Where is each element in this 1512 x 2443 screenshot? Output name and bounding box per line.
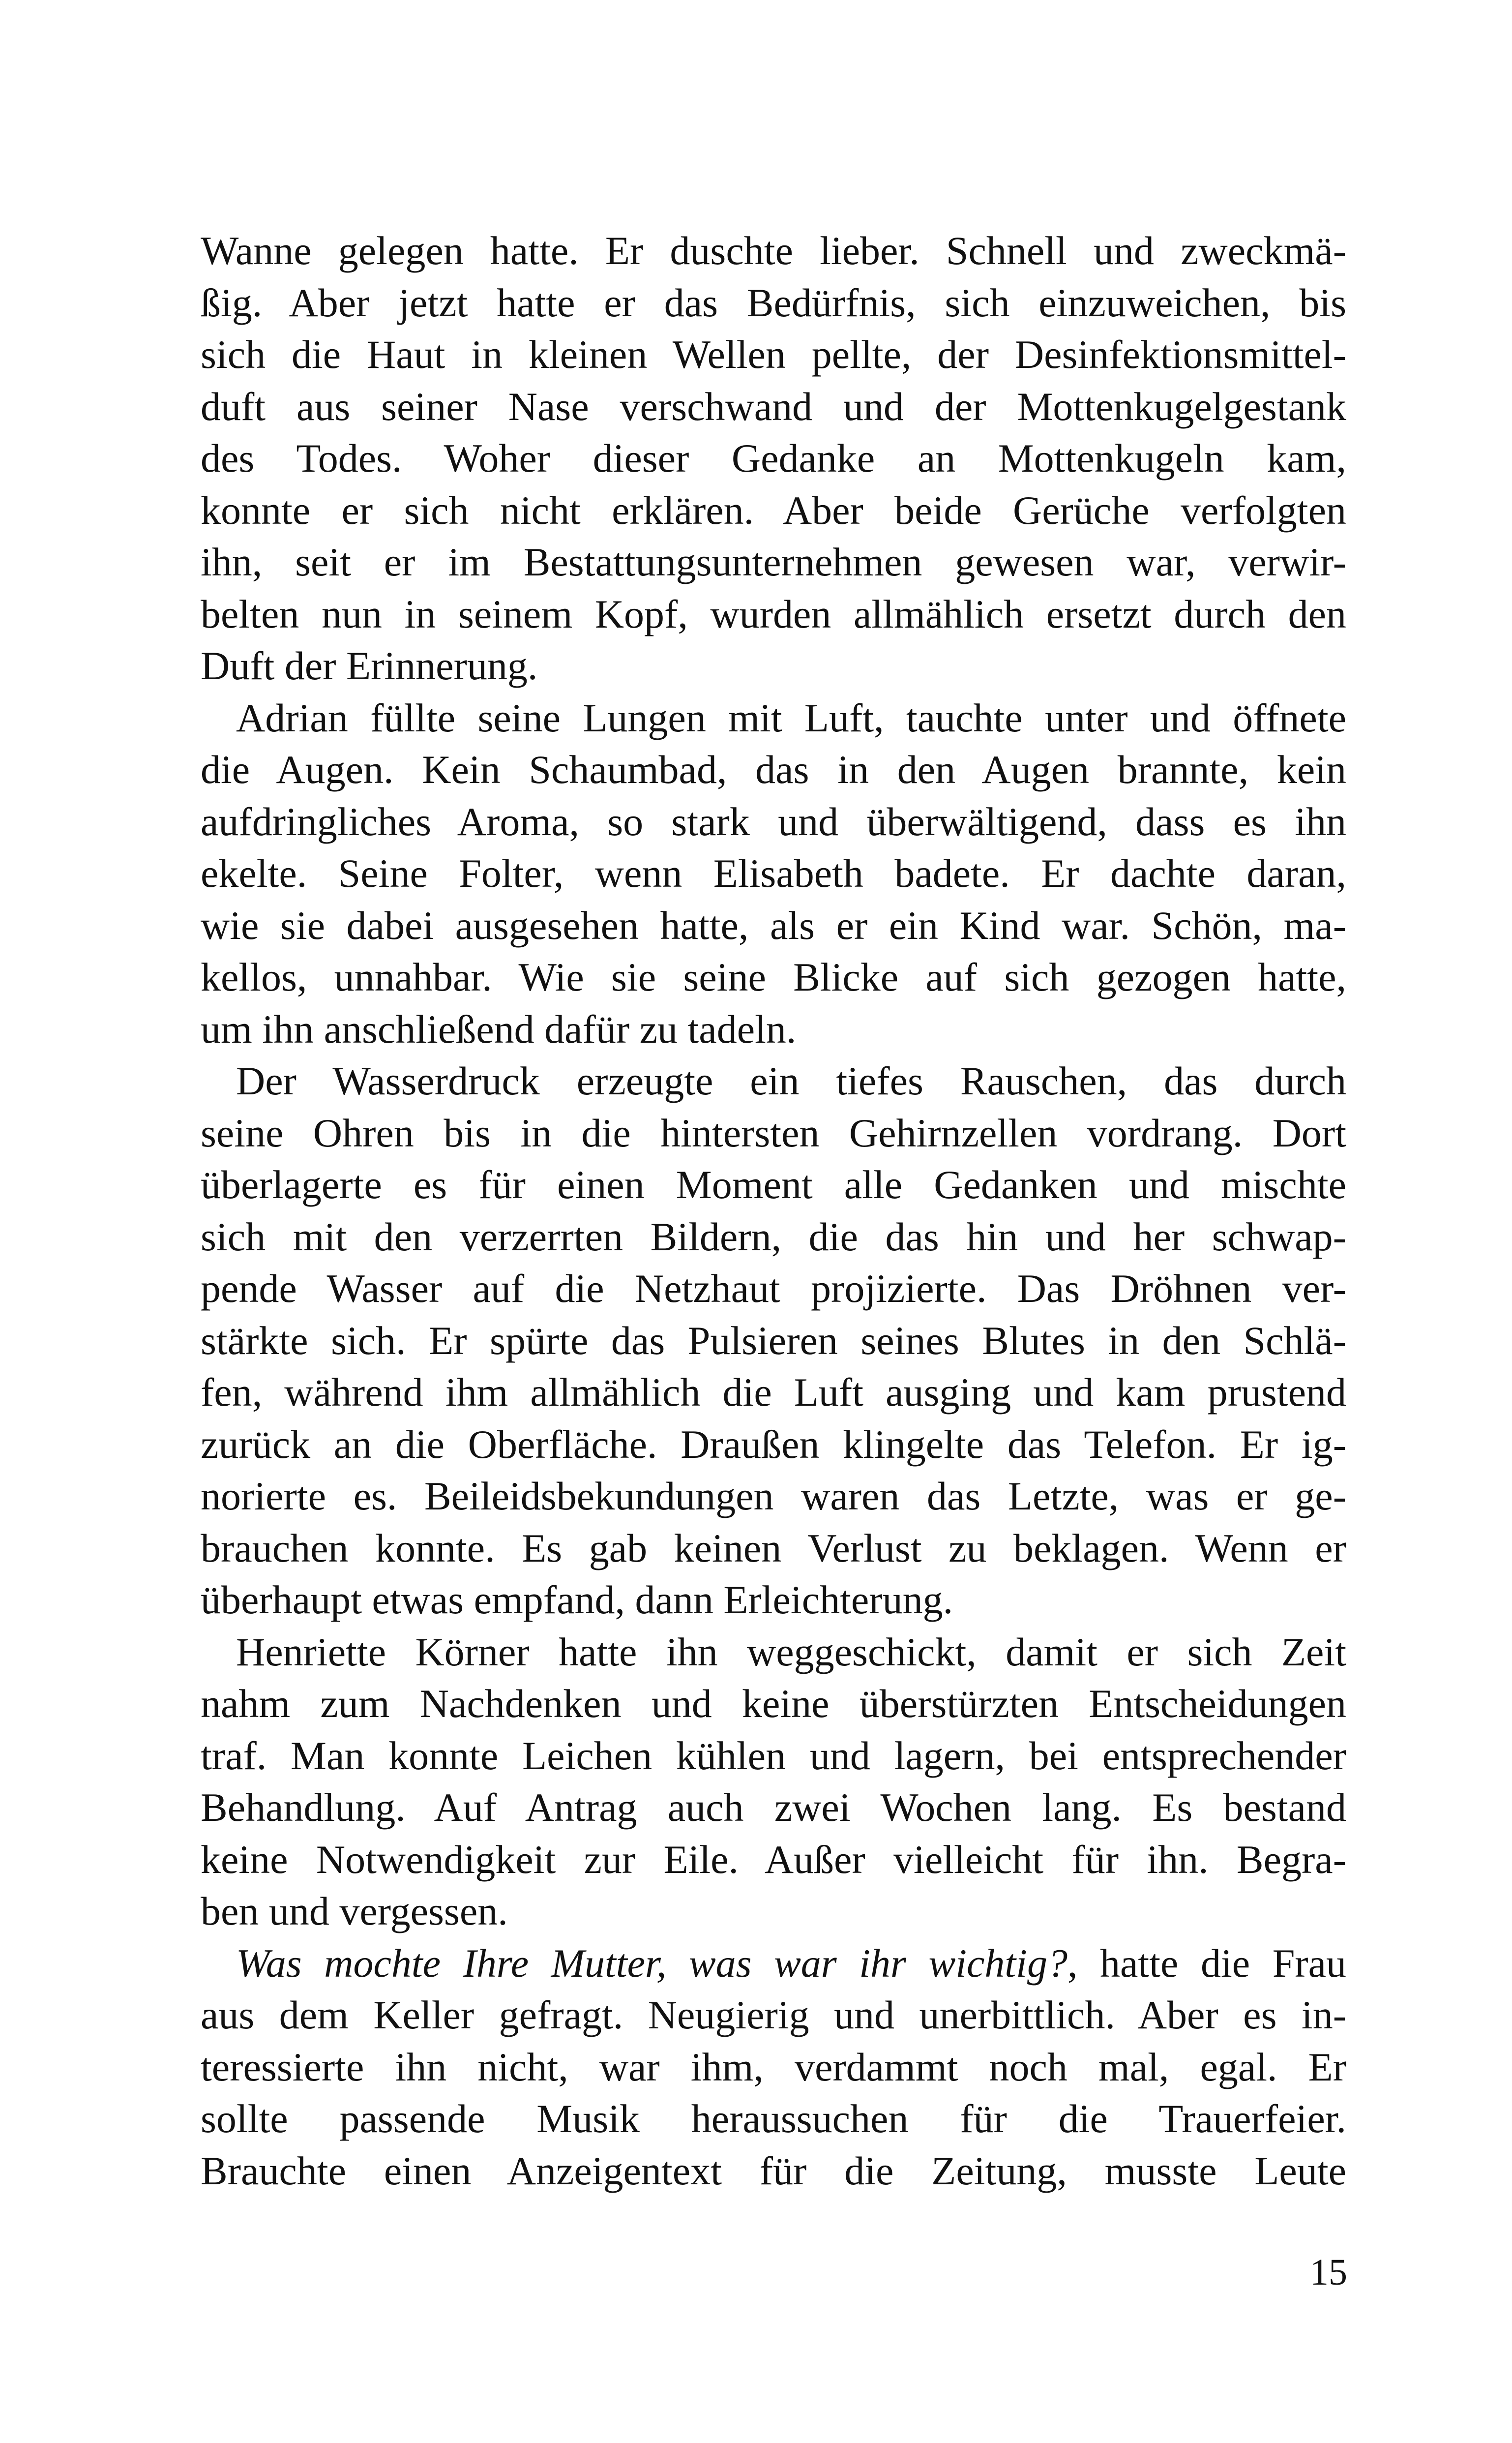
text-line: Adrian füllte seine Lungen mit Luft, tauchte unter und öffnete <box>236 695 1346 740</box>
text-line: wie sie dabei ausgesehen hatte, als er ein Kind war. Schön, ma- <box>201 903 1346 948</box>
text-line: pende Wasser auf die Netzhaut projizierte. Das Dröhnen ver- <box>201 1266 1346 1311</box>
paragraph <box>201 1055 1346 1626</box>
paragraph <box>201 692 1346 1056</box>
text-line: ben und vergessen. <box>201 1889 508 1933</box>
text-line: nahm zum Nachdenken und keine überstürzten Entscheidungen <box>201 1681 1346 1726</box>
text-line: teressierte ihn nicht, war ihm, verdammt noch mal, egal. Er <box>201 2044 1346 2089</box>
text-line: duft aus seiner Nase verschwand und der Mottenkugelgestank <box>201 384 1346 429</box>
paragraph <box>201 225 1346 692</box>
text-line: norierte es. Beileidsbekundungen waren das Letzte, was er ge- <box>201 1474 1346 1518</box>
text-line: kellos, unnahbar. Wie sie seine Blicke auf sich gezogen hatte, <box>201 955 1346 999</box>
text-line: keine Notwendigkeit zur Eile. Außer vielleicht für ihn. Begra- <box>201 1837 1346 1882</box>
text-fragment: , hatte die Frau <box>1067 1940 1346 1986</box>
text-line: ßig. Aber jetzt hatte er das Bedürfnis, sich einzuweichen, bis <box>201 280 1346 325</box>
body-text <box>201 225 1346 2197</box>
italic-quote: Was mochte Ihre Mutter, was war ihr wichtig? <box>236 1940 1067 1986</box>
text-line: stärkte sich. Er spürte das Pulsieren seines Blutes in den Schlä- <box>201 1318 1346 1363</box>
text-line: sich die Haut in kleinen Wellen pellte, der Desinfektionsmittel- <box>201 332 1346 377</box>
text-line: seine Ohren bis in die hintersten Gehirnzellen vordrang. Dort <box>201 1110 1346 1155</box>
text-line: Brauchte einen Anzeigentext für die Zeitung, musste Leute <box>201 2148 1346 2193</box>
text-line: überhaupt etwas empfand, dann Erleichterung. <box>201 1577 953 1622</box>
paragraph <box>201 1626 1346 1937</box>
text-line: aufdringliches Aroma, so stark und überwältigend, dass es ihn <box>201 799 1346 844</box>
text-line: traf. Man konnte Leichen kühlen und lagern, bei entsprechender <box>201 1733 1346 1778</box>
text-line: fen, während ihm allmählich die Luft ausging und kam prustend <box>201 1370 1346 1415</box>
page-number: 15 <box>1310 2252 1347 2293</box>
text-line: brauchen konnte. Es gab keinen Verlust zu beklagen. Wenn er <box>201 1525 1346 1570</box>
text-line: sich mit den verzerrten Bildern, die das hin und her schwap- <box>201 1214 1346 1259</box>
text-line: Wanne gelegen hatte. Er duschte lieber. Schnell und zweckmä- <box>201 228 1346 273</box>
text-line: ihn, seit er im Bestattungsunternehmen gewesen war, verwir- <box>201 540 1346 584</box>
text-line: konnte er sich nicht erklären. Aber beide Gerüche verfolgten <box>201 487 1346 533</box>
text-line: Duft der Erinnerung. <box>201 643 538 688</box>
text-line: überlagerte es für einen Moment alle Gedanken und mischte <box>201 1162 1346 1207</box>
text-line: Behandlung. Auf Antrag auch zwei Wochen lang. Es bestand <box>201 1785 1346 1830</box>
paragraph <box>201 1937 1346 2197</box>
text-line: belten nun in seinem Kopf, wurden allmählich ersetzt durch den <box>201 591 1346 636</box>
text-line: die Augen. Kein Schaumbad, das in den Augen brannte, kein <box>201 747 1346 792</box>
text-line: um ihn anschließend dafür zu tadeln. <box>201 1006 797 1052</box>
text-line: aus dem Keller gefragt. Neugierig und unerbittlich. Aber es in- <box>201 1992 1346 2037</box>
text-line: Henriette Körner hatte ihn weggeschickt, damit er sich Zeit <box>236 1629 1346 1674</box>
text-line: sollte passende Musik heraussuchen für die Trauerfeier. <box>201 2096 1346 2141</box>
text-line: des Todes. Woher dieser Gedanke an Mottenkugeln kam, <box>201 436 1346 481</box>
text-line: zurück an die Oberfläche. Draußen klingelte das Telefon. Er ig- <box>201 1421 1346 1467</box>
text-line <box>201 1937 1346 1990</box>
text-line: ekelte. Seine Folter, wenn Elisabeth badete. Er dachte daran, <box>201 851 1346 896</box>
text-line: Der Wasserdruck erzeugte ein tiefes Rauschen, das durch <box>236 1058 1346 1103</box>
